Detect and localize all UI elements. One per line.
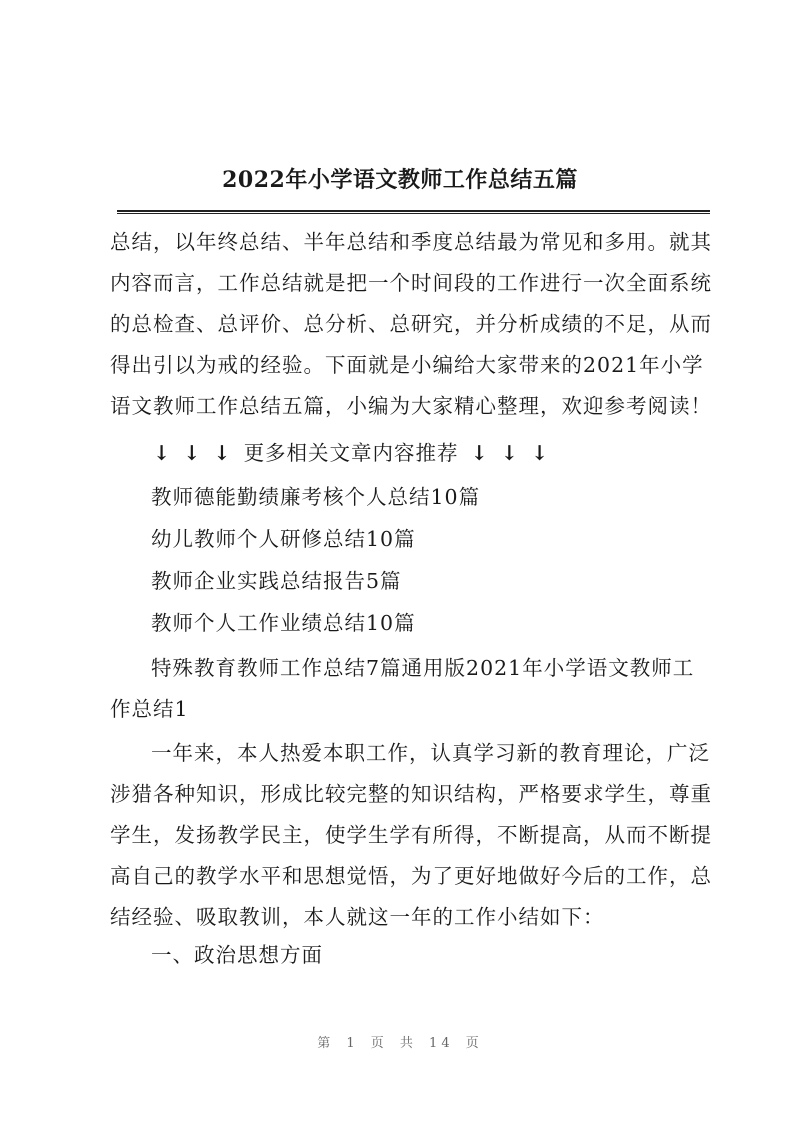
related-article-link[interactable]: 教师德能勤绩廉考核个人总结10篇 xyxy=(151,485,481,509)
down-arrow-icon: ↓ xyxy=(530,441,550,465)
related-article-link[interactable]: 幼儿教师个人研修总结10篇 xyxy=(151,527,416,551)
down-arrow-icon: ↓ xyxy=(183,441,202,465)
related-article-link[interactable]: 教师个人工作业绩总结10篇 xyxy=(151,611,416,635)
related-article-with-section-heading[interactable]: 特殊教育教师工作总结7篇通用版2021年小学语文教师工作总结1 xyxy=(110,656,695,721)
down-arrow-icon: ↓ xyxy=(500,441,519,465)
recommend-label: 更多相关文章内容推荐 xyxy=(243,441,459,465)
title-underline xyxy=(117,210,710,214)
section-heading: 一、政治思想方面 xyxy=(151,943,323,967)
body-paragraph: 一年来，本人热爱本职工作，认真学习新的教育理论，广泛涉猎各种知识，形成比较完整的知识结构，严格要求学生，尊重学生，发扬教学民主，使学生学有所得，不断提高，从而不断提高自己的教学水平和思想觉悟，为了更好地做好今后的工作，总结经验、吸取教训，本人就这一年的工作小结如下： xyxy=(110,741,712,929)
page-number-footer: 第 1 页 共 14 页 xyxy=(317,1036,483,1051)
down-arrow-icon: ↓ xyxy=(213,441,232,465)
related-article-link[interactable]: 教师企业实践总结报告5篇 xyxy=(151,569,402,593)
down-arrow-icon: ↓ xyxy=(470,441,489,465)
document-title: 2022年小学语文教师工作总结五篇 xyxy=(222,167,578,193)
down-arrow-icon: ↓ xyxy=(153,441,172,465)
recommend-header xyxy=(153,438,549,468)
intro-paragraph: 总结，以年终总结、半年总结和季度总结最为常见和多用。就其内容而言，工作总结就是把一个时间段的工作进行一次全面系统的总检查、总评价、总分析、总研究，并分析成绩的不足，从而得出引以为戒的经验。下面就是小编给大家带来的2021年小学语文教师工作总结五篇，小编为大家精心整理，欢迎参考阅读！ xyxy=(110,230,712,418)
